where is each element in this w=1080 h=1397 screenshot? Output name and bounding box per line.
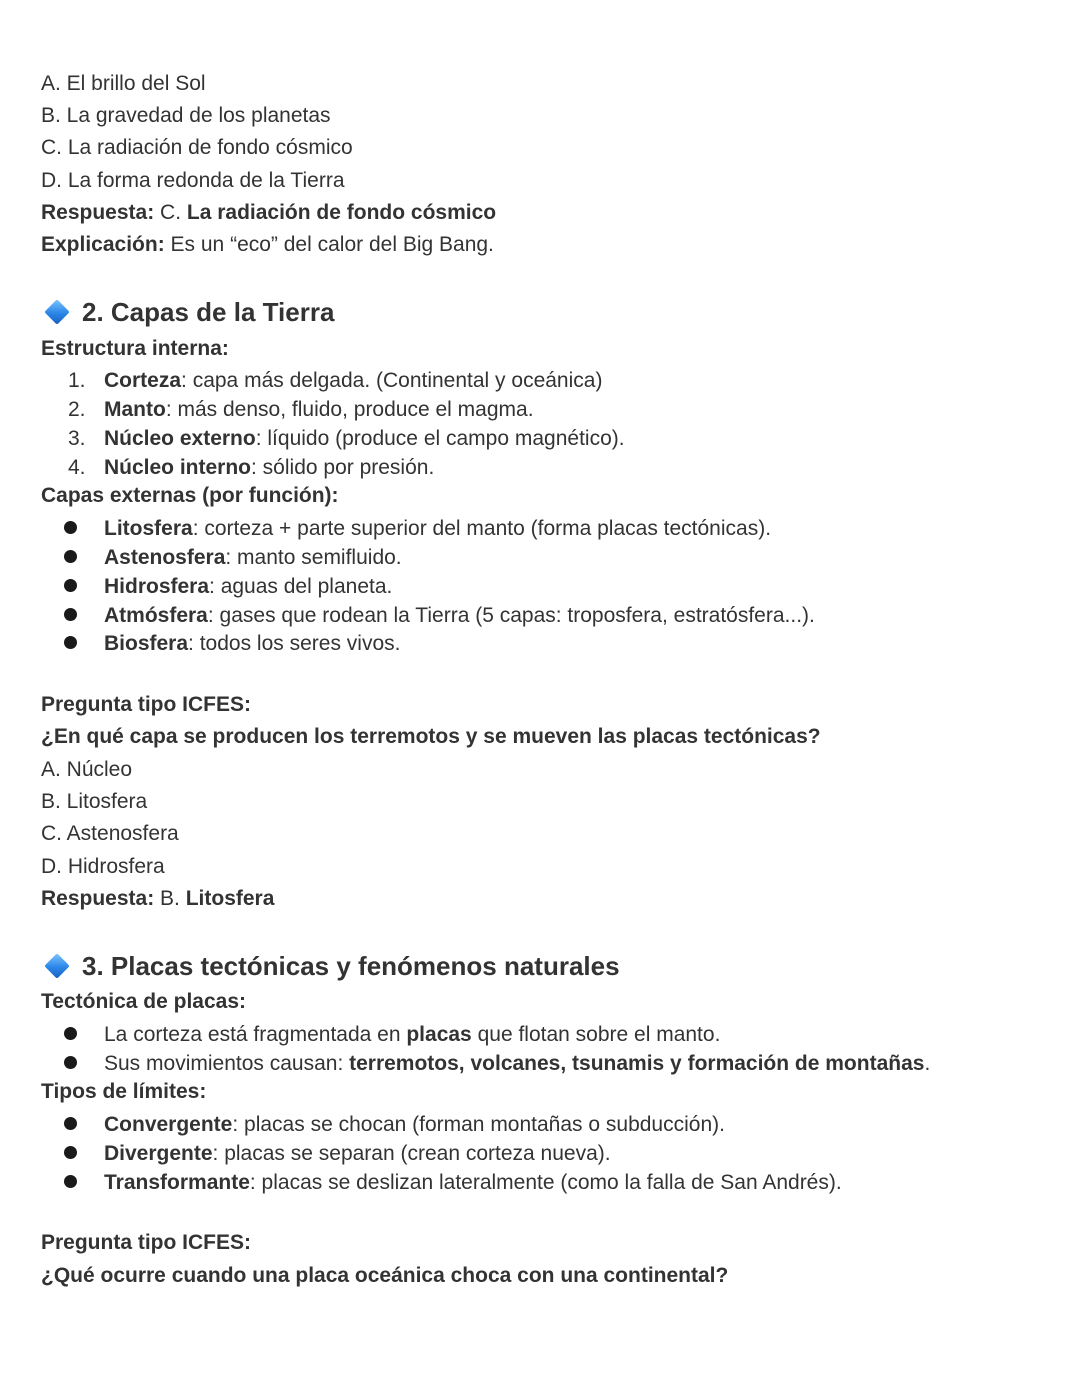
tectonics-item: La corteza está fragmentada en placas que flotan sobre el manto. bbox=[64, 1021, 720, 1049]
blue-diamond-icon bbox=[44, 299, 69, 324]
section-3-title: 3. Placas tectónicas y fenómenos naturales bbox=[82, 951, 620, 981]
blue-diamond-icon bbox=[44, 953, 69, 978]
bullet-icon bbox=[64, 1027, 77, 1040]
internal-item: 2. Manto: más denso, fluido, produce el magma. bbox=[68, 398, 534, 421]
bullet-icon bbox=[64, 1175, 77, 1188]
internal-item: 1. Corteza: capa más delgada. (Continental y oceánica) bbox=[68, 369, 603, 392]
internal-item: 4. Núcleo interno: sólido por presión. bbox=[68, 456, 435, 479]
answer-line bbox=[41, 199, 496, 227]
bullet-icon bbox=[64, 579, 77, 592]
answer-text: Litosfera bbox=[185, 887, 275, 910]
external-item: Astenosfera: manto semifluido. bbox=[64, 544, 402, 572]
explanation-text: Es un “eco” del calor del Big Bang. bbox=[164, 233, 494, 256]
option-d: D. La forma redonda de la Tierra bbox=[41, 169, 345, 192]
bullet-icon bbox=[64, 608, 77, 621]
question-type-label: Pregunta tipo ICFES: bbox=[41, 1231, 251, 1254]
bullet-icon bbox=[64, 1117, 77, 1130]
limit-item: Convergente: placas se chocan (forman montañas o subducción). bbox=[64, 1111, 725, 1139]
option-c: C. La radiación de fondo cósmico bbox=[41, 136, 353, 159]
question-text: ¿Qué ocurre cuando una placa oceánica choca con una continental? bbox=[41, 1264, 729, 1287]
bullet-icon bbox=[64, 1056, 77, 1069]
limit-item: Transformante: placas se deslizan lateralmente (como la falla de San Andrés). bbox=[64, 1169, 842, 1197]
answer-line bbox=[41, 885, 274, 913]
external-item: Litosfera: corteza + parte superior del manto (forma placas tectónicas). bbox=[64, 515, 771, 543]
question-type-label: Pregunta tipo ICFES: bbox=[41, 693, 251, 716]
bullet-icon bbox=[64, 550, 77, 563]
external-layers-label: Capas externas (por función): bbox=[41, 484, 339, 507]
explanation-label: Explicación: bbox=[41, 233, 165, 256]
answer-letter: C. bbox=[154, 201, 187, 224]
section-2-title: 2. Capas de la Tierra bbox=[82, 297, 335, 327]
explanation-line bbox=[41, 231, 494, 259]
answer-label: Respuesta: bbox=[41, 887, 155, 910]
option-c: C. Astenosfera bbox=[41, 822, 179, 845]
tectonics-item: Sus movimientos causan: terremotos, volcanes, tsunamis y formación de montañas. bbox=[64, 1050, 930, 1078]
section-2-heading bbox=[44, 295, 334, 329]
option-a: A. Núcleo bbox=[41, 758, 133, 781]
option-b: B. Litosfera bbox=[41, 790, 148, 813]
section-3-heading bbox=[44, 949, 620, 983]
external-item: Hidrosfera: aguas del planeta. bbox=[64, 573, 392, 601]
bullet-icon bbox=[64, 636, 77, 649]
answer-label: Respuesta: bbox=[41, 201, 155, 224]
answer-letter: B. bbox=[154, 887, 186, 910]
tectonics-label: Tectónica de placas: bbox=[41, 990, 247, 1013]
external-item: Atmósfera: gases que rodean la Tierra (5 capas: troposfera, estratósfera...). bbox=[64, 602, 815, 630]
bullet-icon bbox=[64, 521, 77, 534]
limits-label: Tipos de límites: bbox=[41, 1080, 207, 1103]
option-a: A. El brillo del Sol bbox=[41, 72, 206, 95]
question-text: ¿En qué capa se producen los terremotos y se mueven las placas tectónicas? bbox=[41, 725, 821, 748]
external-item: Biosfera: todos los seres vivos. bbox=[64, 630, 400, 658]
option-b: B. La gravedad de los planetas bbox=[41, 104, 331, 127]
bullet-icon bbox=[64, 1146, 77, 1159]
internal-item: 3. Núcleo externo: líquido (produce el campo magnético). bbox=[68, 427, 625, 450]
limit-item: Divergente: placas se separan (crean corteza nueva). bbox=[64, 1140, 611, 1168]
answer-text: La radiación de fondo cósmico bbox=[186, 201, 497, 224]
option-d: D. Hidrosfera bbox=[41, 855, 165, 878]
internal-structure-label: Estructura interna: bbox=[41, 337, 229, 360]
